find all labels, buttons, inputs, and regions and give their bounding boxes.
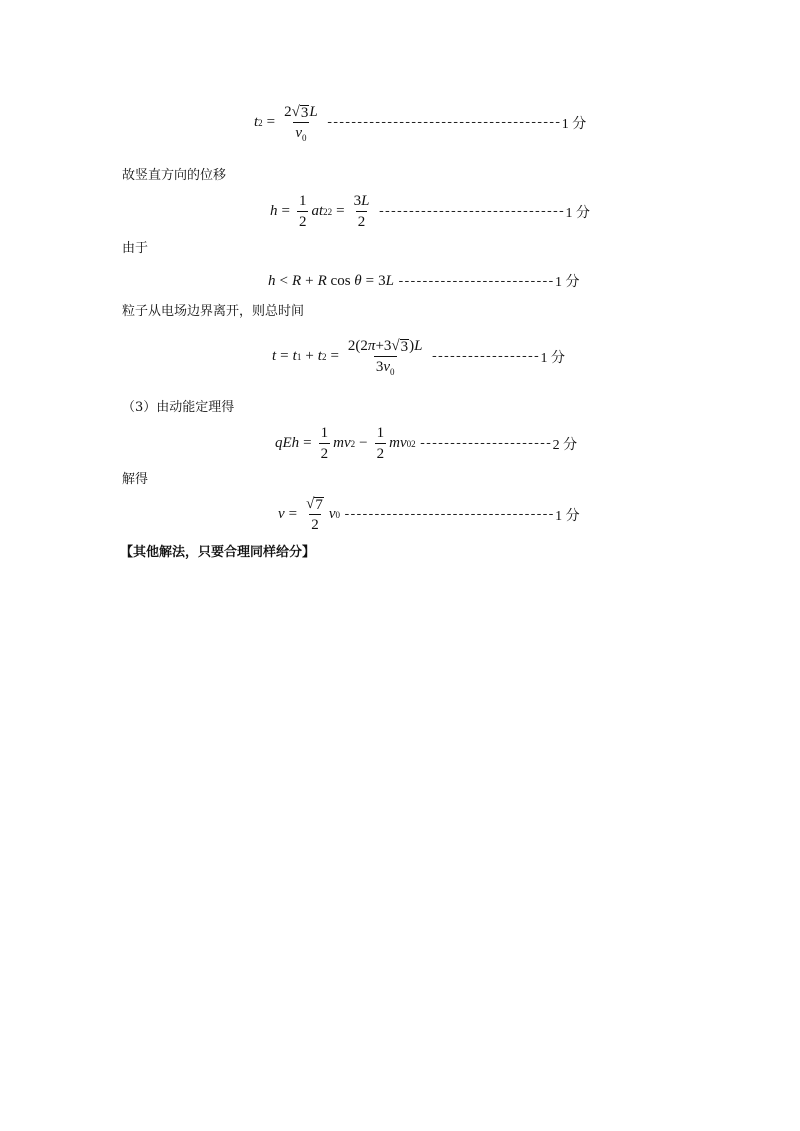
equation-velocity: v = √ 7 2 v 0 ----------------------------------- 1 分	[278, 496, 580, 533]
score-label: 1 分	[565, 205, 590, 221]
score-dashes: ---------------------------------------	[325, 115, 560, 130]
fraction: 2 √ 3 L $v_0$	[284, 104, 318, 143]
grading-note: 【其他解法，只要合理同样给分】	[120, 545, 316, 560]
equation-h: h = $\frac{1}{2}$ at 2 2 = $\frac{3L}{2}$ ------------------------------- 1 分	[270, 193, 590, 230]
equation-inequality: h < R + R cos θ = 3 L -------------------------- 1 分	[268, 272, 580, 290]
fraction: $\frac{3L}{2}$	[353, 193, 370, 230]
fraction: √ 7 2	[306, 496, 323, 533]
fraction: $\frac{1}{2}$	[320, 425, 329, 462]
score-dashes: --------------------------	[396, 273, 554, 289]
text-because: 由于	[122, 241, 149, 256]
score-dashes: -------------------------------	[377, 204, 564, 219]
score-label: 1 分	[561, 116, 587, 132]
text-solve: 解得	[122, 472, 149, 487]
fraction: $\frac{1}{2}$	[376, 425, 385, 462]
equation-t2: t 2 = 2 √ 3 L $v_0$ --------------------------------------- 1 分	[254, 104, 587, 143]
score-label: 1 分	[555, 275, 580, 290]
score-dashes: -----------------------------------	[343, 507, 554, 522]
text-vertical-displacement: 故竖直方向的位移	[122, 168, 227, 183]
score-label: 1 分	[555, 508, 580, 524]
score-label: 2 分	[552, 437, 578, 453]
text-total-time: 粒子从电场边界离开，则总时间	[122, 304, 305, 319]
equation-total-time: t = t 1 + t 2 = 2(2π+3 √ 3 )L $3v_0$ ------------------ 1 分	[272, 338, 566, 377]
score-label: 1 分	[540, 350, 566, 366]
text-part3: （3）由动能定理得	[122, 400, 235, 415]
score-dashes: ------------------	[430, 349, 539, 364]
fraction: 2(2π+3 √ 3 )L $3v_0$	[347, 338, 423, 377]
fraction: $\frac{1}{2}$	[298, 193, 307, 230]
score-dashes: ----------------------	[418, 436, 551, 451]
equation-energy: qEh = $\frac{1}{2}$ mv 2 − $\frac{1}{2}$ mv 0 2 ---------------------- 2 分	[275, 425, 578, 462]
